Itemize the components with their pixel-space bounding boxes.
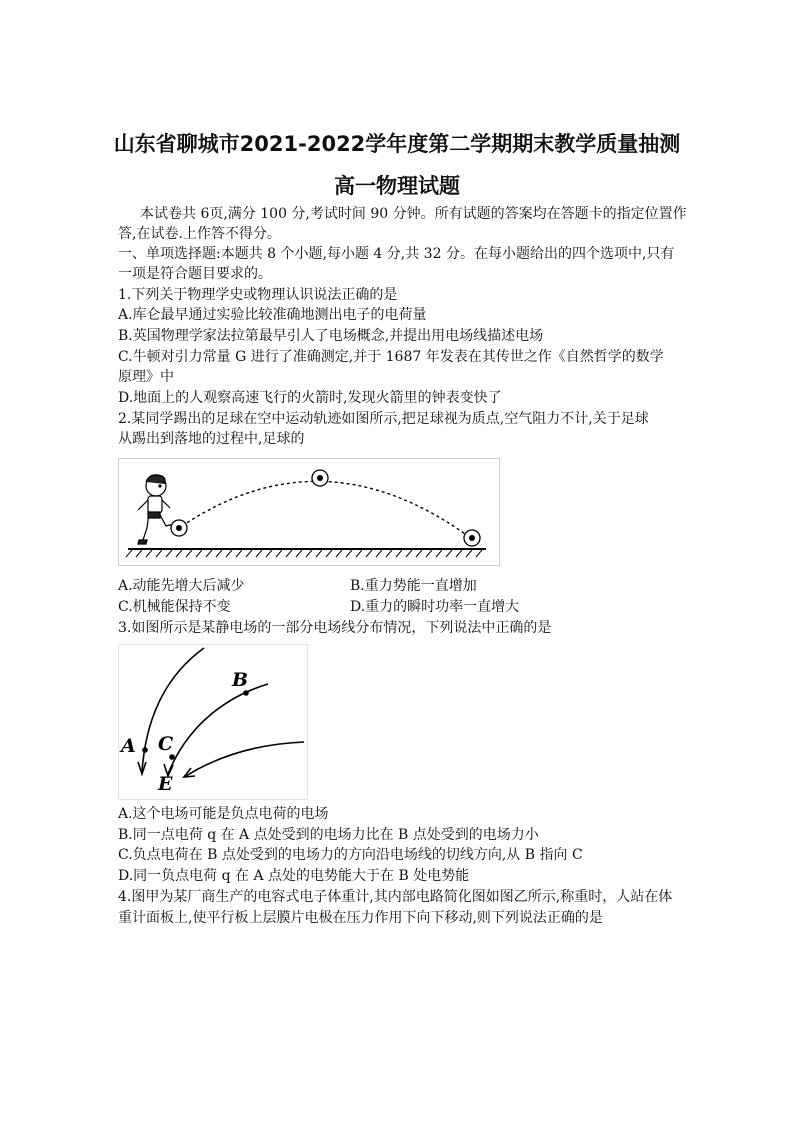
label-a: A xyxy=(121,735,136,757)
point-c xyxy=(169,754,175,760)
label-b: B xyxy=(232,669,249,691)
q3-option-d: D.同一负点电荷 q 在 A 点处的电势能大于在 B 处电势能 xyxy=(118,868,470,884)
football-icon xyxy=(312,470,328,486)
q3-option-c: C.负点电荷在 B 点处受到的电场力的方向沿电场线的切线方向,从 B 指向 C xyxy=(118,847,583,863)
q1-option-b: B.英国物理学家法拉第最早引人了电场概念,并提出用电场线描述电场 xyxy=(118,328,544,344)
q3-stem: 3.如图所示是某静电场的一部分电场线分布情况，下列说法中正确的是 xyxy=(118,620,552,636)
q2-option-a: A.动能先增大后减少 xyxy=(118,578,245,594)
q2-stem-line-1: 2.某同学踢出的足球在空中运动轨迹如图所示,把足球视为质点,空气阻力不计,关于足球 xyxy=(118,411,649,427)
label-e: E xyxy=(158,773,173,795)
q1-option-c-line-1: C.牛顿对引力常量 G 进行了准确测定,并于 1687 年发表在其传世之作《自然哲学的数学 xyxy=(118,349,664,365)
intro-line-2: 答,在试卷.上作答不得分。 xyxy=(118,226,281,242)
q1-option-c-line-2: 原理》中 xyxy=(118,369,174,385)
football-trajectory-figure xyxy=(118,458,500,566)
exam-title: 山东省聊城市2021-2022学年度第二学期期末教学质量抽测 xyxy=(113,132,681,156)
q1-stem: 1.下列关于物理学史或物理认识说法正确的是 xyxy=(118,287,398,303)
point-b xyxy=(243,690,249,696)
football-icon xyxy=(171,520,187,536)
q2-option-d: D.重力的瞬时功率一直增大 xyxy=(350,599,520,615)
section-heading-line-1: 一、单项选择题:本题共 8 个小题,每小题 4 分,共 32 分。在每小题给出的四个选项中,只有 xyxy=(118,246,675,262)
q4-stem-line-1: 4.图甲为某厂商生产的电容式电子体重计,其内部电路简化图如图乙所示,称重时，人站在体 xyxy=(118,889,673,905)
q3-option-a: A.这个电场可能是负点电荷的电场 xyxy=(118,806,329,822)
q4-stem-line-2: 重计面板上,使平行板上层膜片电极在压力作用下向下移动,则下列说法正确的是 xyxy=(118,910,603,926)
football-icon xyxy=(464,530,480,546)
exam-subtitle: 高一物理试题 xyxy=(334,174,460,198)
q1-option-d: D.地面上的人观察高速飞行的火箭时,发现火箭里的钟表变快了 xyxy=(118,390,502,406)
q1-option-a: A.库仑最早通过实验比较准确地测出电子的电荷量 xyxy=(118,307,427,323)
label-c: C xyxy=(158,733,174,755)
section-heading-line-2: 一项是符合题目要求的。 xyxy=(118,266,272,282)
q3-option-b: B.同一点电荷 q 在 A 点处受到的电场力比在 B 点处受到的电场力小 xyxy=(118,827,539,843)
q2-option-b: B.重力势能一直增加 xyxy=(350,578,477,594)
q2-stem-line-2: 从踢出到落地的过程中,足球的 xyxy=(118,431,305,447)
point-a xyxy=(142,747,148,753)
intro-line-1: 本试卷共 6页,满分 100 分,考试时间 90 分钟。所有试题的答案均在答题卡的指定位置作 xyxy=(140,206,687,222)
electric-field-figure xyxy=(118,644,308,800)
q2-option-c: C.机械能保持不变 xyxy=(118,599,231,615)
